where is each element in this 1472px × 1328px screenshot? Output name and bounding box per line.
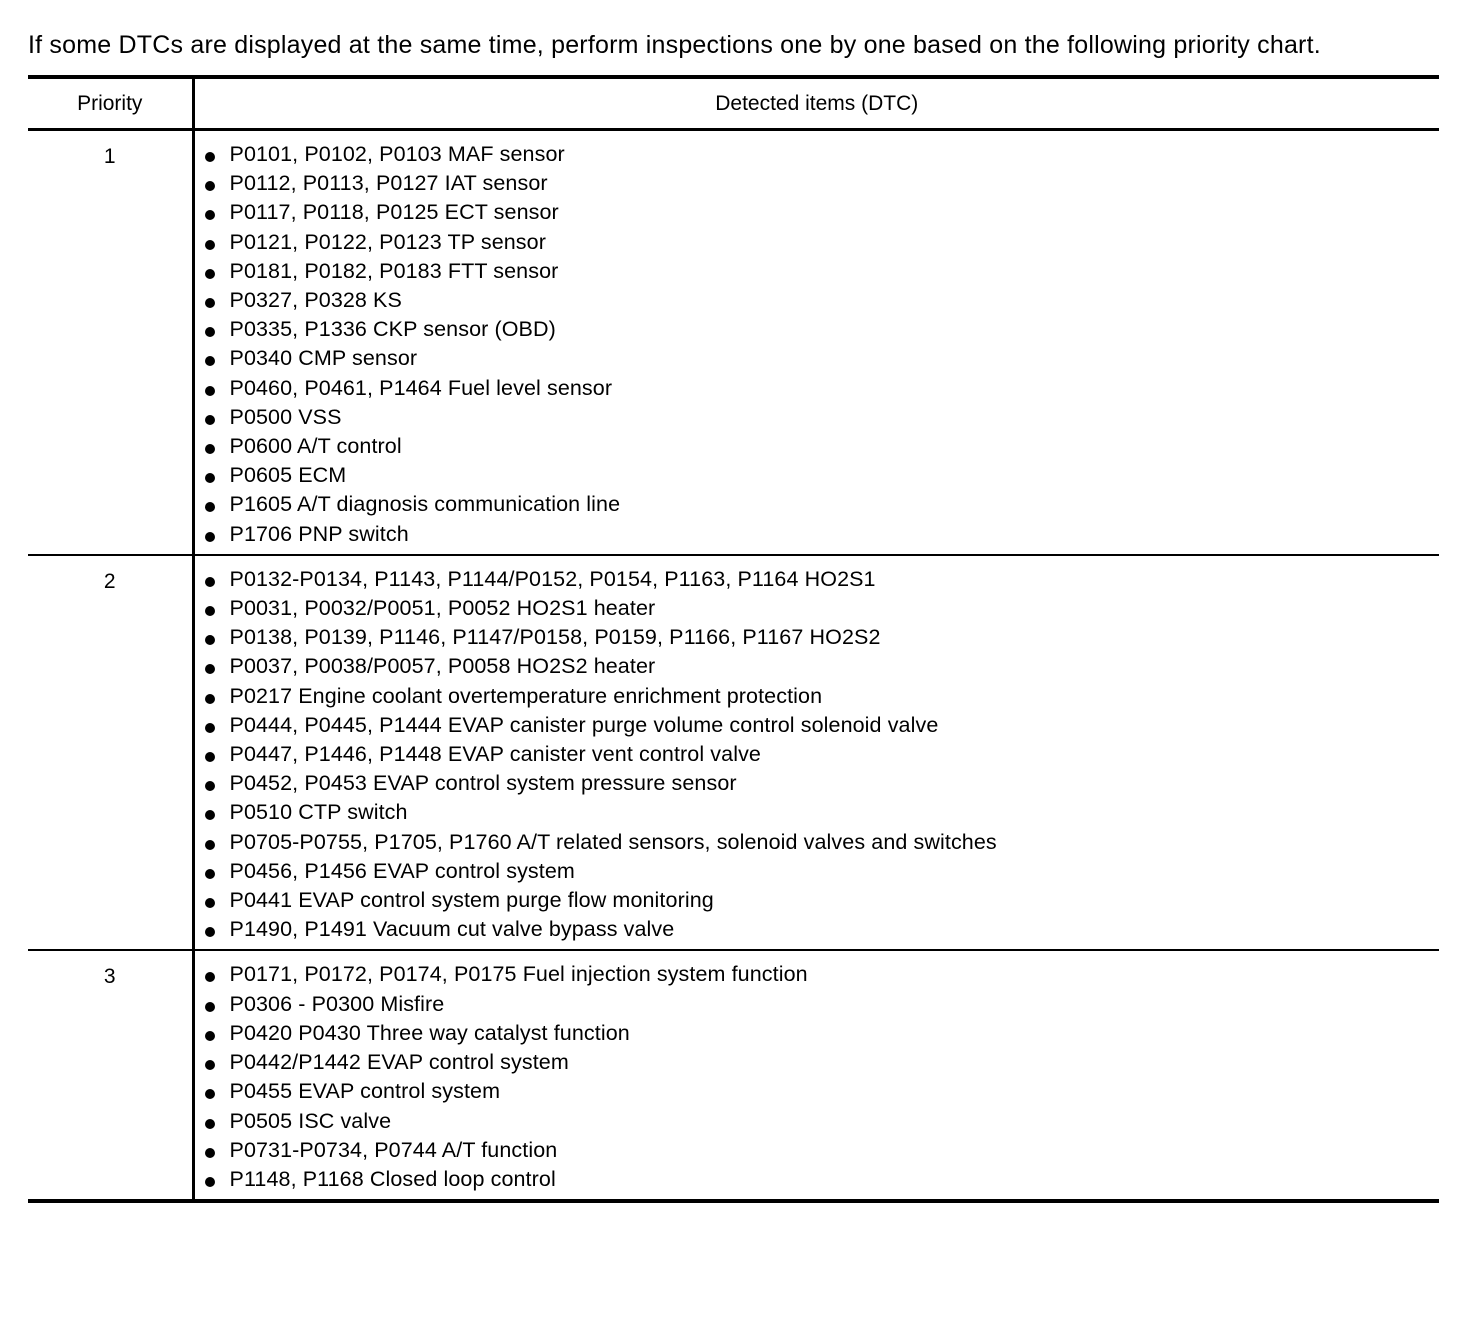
dtc-list-item: [203, 1107, 1440, 1136]
dtc-list-item: [203, 403, 1440, 432]
dtc-item-text: P0731-P0734, P0744 A/T function: [229, 1137, 558, 1162]
intro-paragraph: If some DTCs are displayed at the same time, perform inspections one by one based on the following priority chart.: [28, 31, 1321, 59]
dtc-item-text: P0121, P0122, P0123 TP sensor: [229, 229, 546, 254]
dtc-item-text: P0031, P0032/P0051, P0052 HO2S1 heater: [229, 596, 656, 621]
bullet-icon: [205, 577, 215, 587]
bullet-icon: [205, 1031, 215, 1041]
bullet-icon: [205, 810, 215, 820]
detected-items-column-header: Detected items (DTC): [193, 77, 1439, 130]
dtc-item-text: P0447, P1446, P1448 EVAP canister vent control valve: [229, 742, 761, 767]
bullet-icon: [205, 1089, 215, 1099]
dtc-item-text: P0340 CMP sensor: [229, 346, 418, 371]
priority-value: 3: [28, 950, 193, 1201]
bullet-icon: [205, 327, 215, 337]
priority-group-row: [28, 555, 1439, 951]
dtc-list-item: [203, 1077, 1440, 1106]
dtc-item-text: P0335, P1336 CKP sensor (OBD): [229, 317, 556, 342]
dtc-item-text: P0452, P0453 EVAP control system pressure sensor: [229, 771, 737, 796]
dtc-list-item: [203, 594, 1440, 623]
bullet-icon: [205, 473, 215, 483]
dtc-item-text: P0217 Engine coolant overtemperature enrichment protection: [229, 683, 823, 708]
dtc-item-text: P0705-P0755, P1705, P1760 A/T related sensors, solenoid valves and switches: [229, 829, 997, 854]
dtc-list-item: [203, 1165, 1440, 1194]
dtc-list-item: [203, 886, 1440, 915]
dtc-item-text: P0101, P0102, P0103 MAF sensor: [229, 142, 565, 166]
bullet-icon: [205, 781, 215, 791]
dtc-list-item: [203, 960, 1440, 989]
dtc-item-text: P0181, P0182, P0183 FTT sensor: [229, 258, 559, 283]
dtc-list: [195, 556, 1440, 950]
dtc-item-text: P0117, P0118, P0125 ECT sensor: [229, 200, 559, 225]
priority-group-row: [28, 950, 1439, 1201]
dtc-list-item: [203, 490, 1440, 519]
bullet-icon: [205, 356, 215, 366]
dtc-list-item: [203, 990, 1440, 1019]
bullet-icon: [205, 210, 215, 220]
bullet-icon: [205, 386, 215, 396]
dtc-item-text: P1490, P1491 Vacuum cut valve bypass valve: [229, 917, 675, 942]
bullet-icon: [205, 181, 215, 191]
bullet-icon: [205, 840, 215, 850]
bullet-icon: [205, 635, 215, 645]
bullet-icon: [205, 927, 215, 937]
dtc-list-item: [203, 374, 1440, 403]
bullet-icon: [205, 240, 215, 250]
bullet-icon: [205, 1119, 215, 1129]
dtc-item-text: P0505 ISC valve: [229, 1108, 392, 1133]
dtc-list-item: [203, 228, 1440, 257]
dtc-item-text: P0455 EVAP control system: [229, 1079, 501, 1104]
bullet-icon: [205, 664, 215, 674]
bullet-icon: [205, 723, 215, 733]
dtc-list-item: [203, 652, 1440, 681]
dtc-priority-table: [28, 75, 1439, 1203]
bullet-icon: [205, 444, 215, 454]
dtc-list-item: [203, 1019, 1440, 1048]
dtc-list-item: [203, 740, 1440, 769]
bullet-icon: [205, 752, 215, 762]
dtc-item-text: P0138, P0139, P1146, P1147/P0158, P0159, P1166, P1167 HO2S2: [229, 625, 881, 650]
bullet-icon: [205, 269, 215, 279]
dtc-item-text: P0600 A/T control: [229, 434, 402, 459]
priority-group-row: [28, 130, 1439, 555]
detected-items-cell: [193, 555, 1439, 951]
bullet-icon: [205, 606, 215, 616]
dtc-item-text: P0132-P0134, P1143, P1144/P0152, P0154, P1163, P1164 HO2S1: [229, 566, 876, 591]
dtc-list-item: [203, 915, 1440, 944]
dtc-list-item: [203, 461, 1440, 490]
dtc-item-text: P0460, P0461, P1464 Fuel level sensor: [229, 375, 613, 400]
priority-column-header: Priority: [28, 77, 193, 130]
dtc-list-item: [203, 711, 1440, 740]
dtc-list: [195, 951, 1440, 1199]
dtc-list-item: [203, 1048, 1440, 1077]
dtc-item-text: P0327, P0328 KS: [229, 288, 402, 313]
bullet-icon: [205, 298, 215, 308]
dtc-list-item: [203, 315, 1440, 344]
dtc-item-text: P0442/P1442 EVAP control system: [229, 1050, 569, 1075]
dtc-list-item: [203, 769, 1440, 798]
bullet-icon: [205, 1002, 215, 1012]
dtc-item-text: P0605 ECM: [229, 463, 347, 488]
bullet-icon: [205, 1060, 215, 1070]
bullet-icon: [205, 972, 215, 982]
bullet-icon: [205, 1148, 215, 1158]
dtc-list-item: [203, 344, 1440, 373]
dtc-item-text: P0037, P0038/P0057, P0058 HO2S2 heater: [229, 654, 656, 679]
dtc-list-item: [203, 623, 1440, 652]
dtc-list-item: [203, 257, 1440, 286]
bullet-icon: [205, 532, 215, 542]
detected-items-cell: [193, 130, 1439, 555]
bullet-icon: [205, 502, 215, 512]
priority-value: 1: [28, 130, 193, 555]
bullet-icon: [205, 869, 215, 879]
dtc-item-text: P0510 CTP switch: [229, 800, 408, 825]
dtc-list-item: [203, 432, 1440, 461]
dtc-item-text: P0456, P1456 EVAP control system: [229, 858, 575, 883]
dtc-item-text: P0112, P0113, P0127 IAT sensor: [229, 171, 548, 196]
dtc-list-item: [203, 798, 1440, 827]
dtc-item-text: P1605 A/T diagnosis communication line: [229, 492, 621, 517]
dtc-list-item: [203, 1136, 1440, 1165]
dtc-list-item: [203, 286, 1440, 315]
dtc-list-item: [203, 828, 1440, 857]
dtc-list-item: [203, 520, 1440, 549]
dtc-list-item: [203, 857, 1440, 886]
dtc-item-text: P0444, P0445, P1444 EVAP canister purge volume control solenoid valve: [229, 712, 939, 737]
bullet-icon: [205, 415, 215, 425]
dtc-item-text: P0306 - P0300 Misfire: [229, 991, 445, 1016]
detected-items-cell: [193, 950, 1439, 1201]
bullet-icon: [205, 694, 215, 704]
dtc-list-item: [203, 682, 1440, 711]
dtc-list-item: [203, 198, 1440, 227]
dtc-item-text: P1706 PNP switch: [229, 521, 409, 546]
bullet-icon: [205, 1177, 215, 1187]
dtc-list: [195, 131, 1440, 554]
table-header: [28, 77, 1439, 130]
dtc-item-text: P0171, P0172, P0174, P0175 Fuel injection system function: [229, 962, 808, 987]
bullet-icon: [205, 898, 215, 908]
dtc-list-item: [203, 565, 1440, 594]
dtc-item-text: P0420 P0430 Three way catalyst function: [229, 1020, 630, 1045]
dtc-item-text: P1148, P1168 Closed loop control: [229, 1166, 556, 1191]
bullet-icon: [205, 152, 215, 162]
dtc-list-item: [203, 169, 1440, 198]
dtc-item-text: P0500 VSS: [229, 404, 342, 429]
dtc-list-item: [203, 140, 1440, 169]
priority-value: 2: [28, 555, 193, 951]
table-body: [28, 130, 1439, 1202]
dtc-item-text: P0441 EVAP control system purge flow monitoring: [229, 888, 714, 913]
